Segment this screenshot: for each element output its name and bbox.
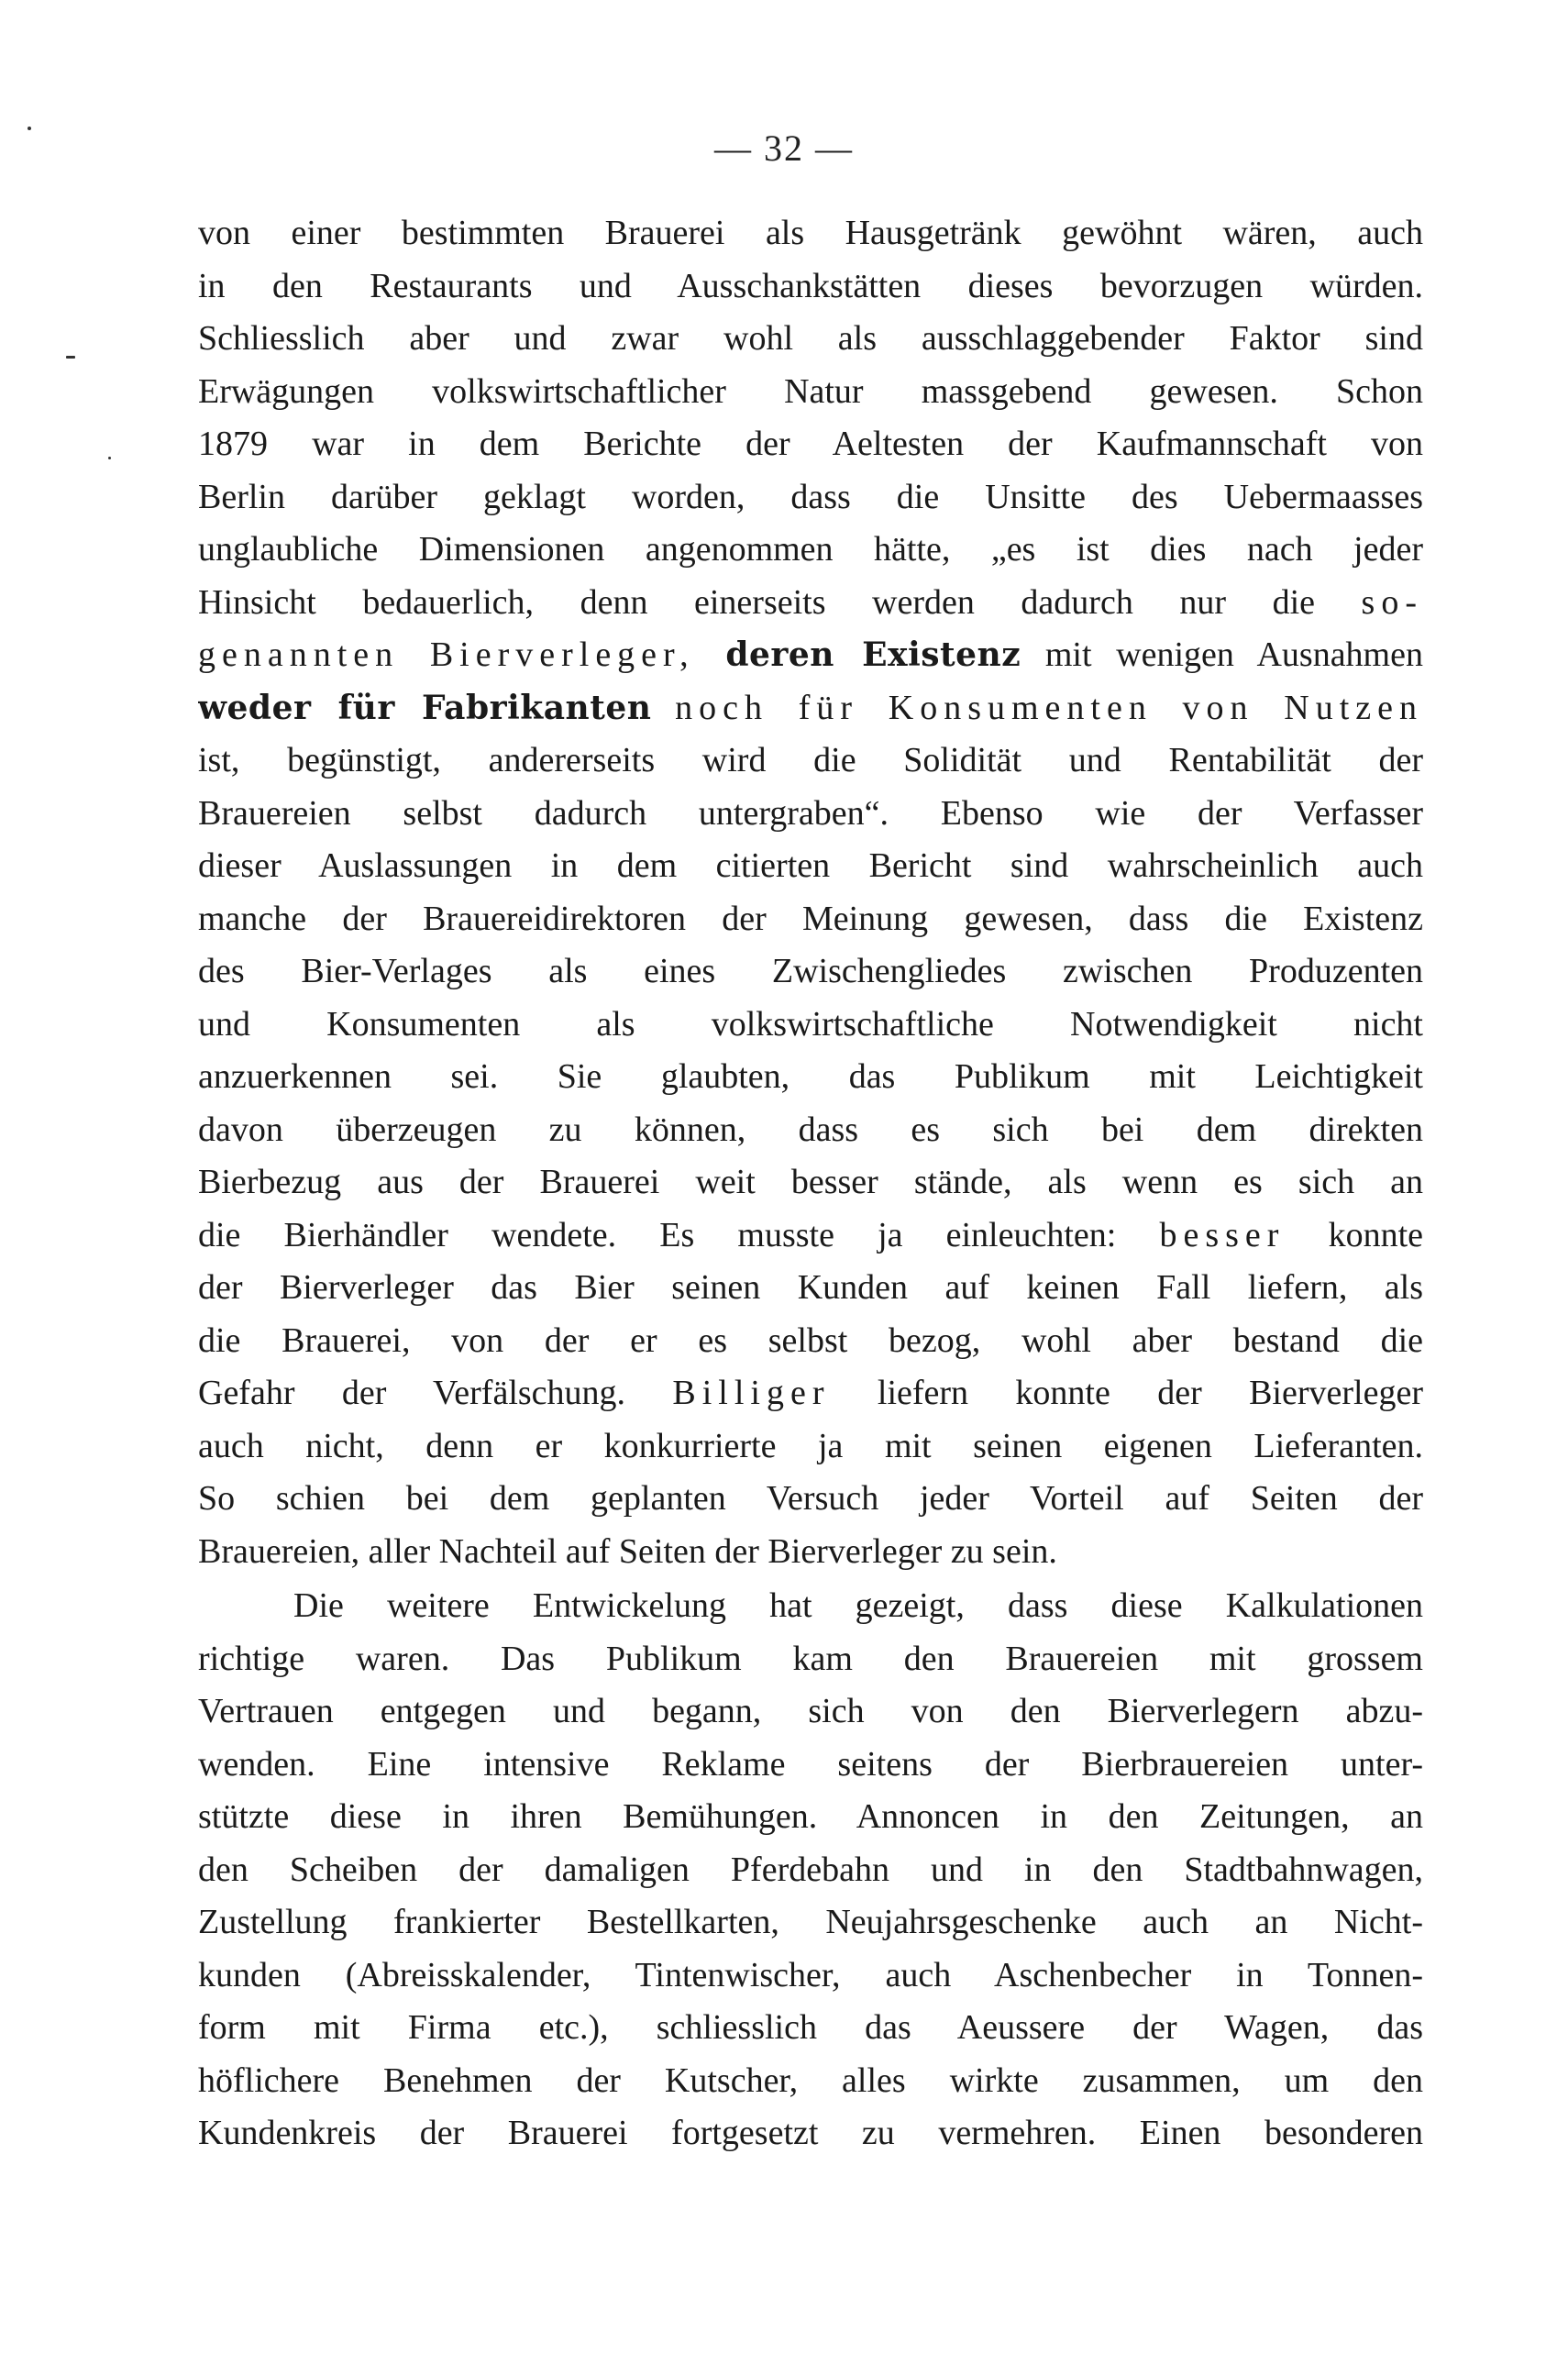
spaced-emphasis: genannten Bierverleger, xyxy=(198,635,726,674)
text-line: des Bier-Verlages als eines Zwischengliedes zwischen Produzenten xyxy=(198,952,1423,990)
text-line: und Konsumenten als volkswirtschaftliche Notwendigkeit nicht xyxy=(198,1004,1423,1044)
text-line: in den Restaurants und Ausschankstätten dieses bevorzugen würden. xyxy=(198,266,1423,305)
scan-speck xyxy=(108,457,111,459)
scan-speck xyxy=(66,356,75,359)
bold-emphasis: weder für Fabrikanten xyxy=(198,688,652,727)
text-line: genannten Bierverleger, deren Existenz mit wenigen Ausnahmen xyxy=(198,635,1423,674)
bold-emphasis: deren Existenz xyxy=(725,635,1021,674)
text-line: Hinsicht bedauerlich, denn einerseits werden dadurch nur die so- xyxy=(198,582,1423,622)
spaced-emphasis: noch für Konsumenten von Nutzen xyxy=(675,688,1423,727)
body-text xyxy=(198,207,1423,2160)
text-line: Erwägungen volkswirtschaftlicher Natur massgebend gewesen. Schon xyxy=(198,371,1423,411)
text-line: form mit Firma etc.), schliesslich das Aeussere der Wagen, das xyxy=(198,2008,1423,2047)
text-line: Berlin darüber geklagt worden, dass die Unsitte des Uebermaasses xyxy=(198,477,1423,516)
text-line: höflichere Benehmen der Kutscher, alles wirkte zusammen, um den xyxy=(198,2060,1423,2100)
text-line: 1879 war in dem Berichte der Aeltesten der Kaufmannschaft von xyxy=(198,425,1423,463)
text-line: richtige waren. Das Publikum kam den Brauereien mit grossem xyxy=(198,1639,1423,1678)
text-line: ist, begünstigt, andererseits wird die Solidität und Rentabilität der xyxy=(198,741,1423,779)
text-line: Die weitere Entwickelung hat gezeigt, dass diese Kalkulationen xyxy=(293,1586,1423,1625)
text-line: den Scheiben der damaligen Pferdebahn und in den Stadtbahnwagen, xyxy=(198,1850,1423,1889)
text-line: Bierbezug aus der Brauerei weit besser stände, als wenn es sich an xyxy=(198,1163,1423,1201)
text-line: dieser Auslassungen in dem citierten Bericht sind wahrscheinlich auch xyxy=(198,846,1423,885)
text-line: von einer bestimmten Brauerei als Hausgetränk gewöhnt wären, auch xyxy=(198,214,1423,252)
text-line: anzuerkennen sei. Sie glaubten, das Publikum mit Leichtigkeit xyxy=(198,1057,1423,1096)
text-line: So schien bei dem geplanten Versuch jeder Vorteil auf Seiten der xyxy=(198,1479,1423,1518)
text-line: wenden. Eine intensive Reklame seitens der Bierbrauereien unter- xyxy=(198,1744,1423,1784)
text-line: kunden (Abreisskalender, Tintenwischer, auch Aschenbecher in Tonnen- xyxy=(198,1955,1423,1994)
spaced-emphasis: besser xyxy=(1159,1215,1286,1254)
text-line: die Brauerei, von der er es selbst bezog, wohl aber bestand die xyxy=(198,1320,1423,1360)
page-number: — 32 — xyxy=(714,127,854,169)
text-line: die Bierhändler wendete. Es musste ja einleuchten: besser konnte xyxy=(198,1215,1423,1254)
text-line: unglaubliche Dimensionen angenommen hätte, „es ist dies nach jeder xyxy=(198,530,1423,569)
text-line: Schliesslich aber und zwar wohl als ausschlaggebender Faktor sind xyxy=(198,319,1423,358)
text-line: der Bierverleger das Bier seinen Kunden auf keinen Fall liefern, als xyxy=(198,1268,1423,1307)
text-line xyxy=(198,682,1423,735)
text-line: Brauereien, aller Nachteil auf Seiten der Bierverleger zu sein. xyxy=(198,1531,1057,1571)
text-line: Kundenkreis der Brauerei fortgesetzt zu vermehren. Einen besonderen xyxy=(198,2114,1423,2152)
scan-speck xyxy=(28,127,31,130)
spaced-emphasis: Billiger xyxy=(672,1374,831,1412)
text-line: Vertrauen entgegen und begann, sich von den Bierverlegern abzu- xyxy=(198,1692,1423,1730)
text-line: stützte diese in ihren Bemühungen. Annoncen in den Zeitungen, an xyxy=(198,1797,1423,1836)
text-line: auch nicht, denn er konkurrierte ja mit seinen eigenen Lieferanten. xyxy=(198,1426,1423,1465)
text-line: Gefahr der Verfälschung. Billiger liefern konnte der Bierverleger xyxy=(198,1374,1423,1412)
text-line: Zustellung frankierter Bestellkarten, Neujahrsgeschenke auch an Nicht- xyxy=(198,1903,1423,1941)
spaced-emphasis: so- xyxy=(1361,582,1423,622)
text-line: Brauereien selbst dadurch untergraben“. Ebenso wie der Verfasser xyxy=(198,793,1423,833)
text-line: manche der Brauereidirektoren der Meinung gewesen, dass die Existenz xyxy=(198,899,1423,938)
text-line: davon überzeugen zu können, dass es sich bei dem direkten xyxy=(198,1110,1423,1149)
